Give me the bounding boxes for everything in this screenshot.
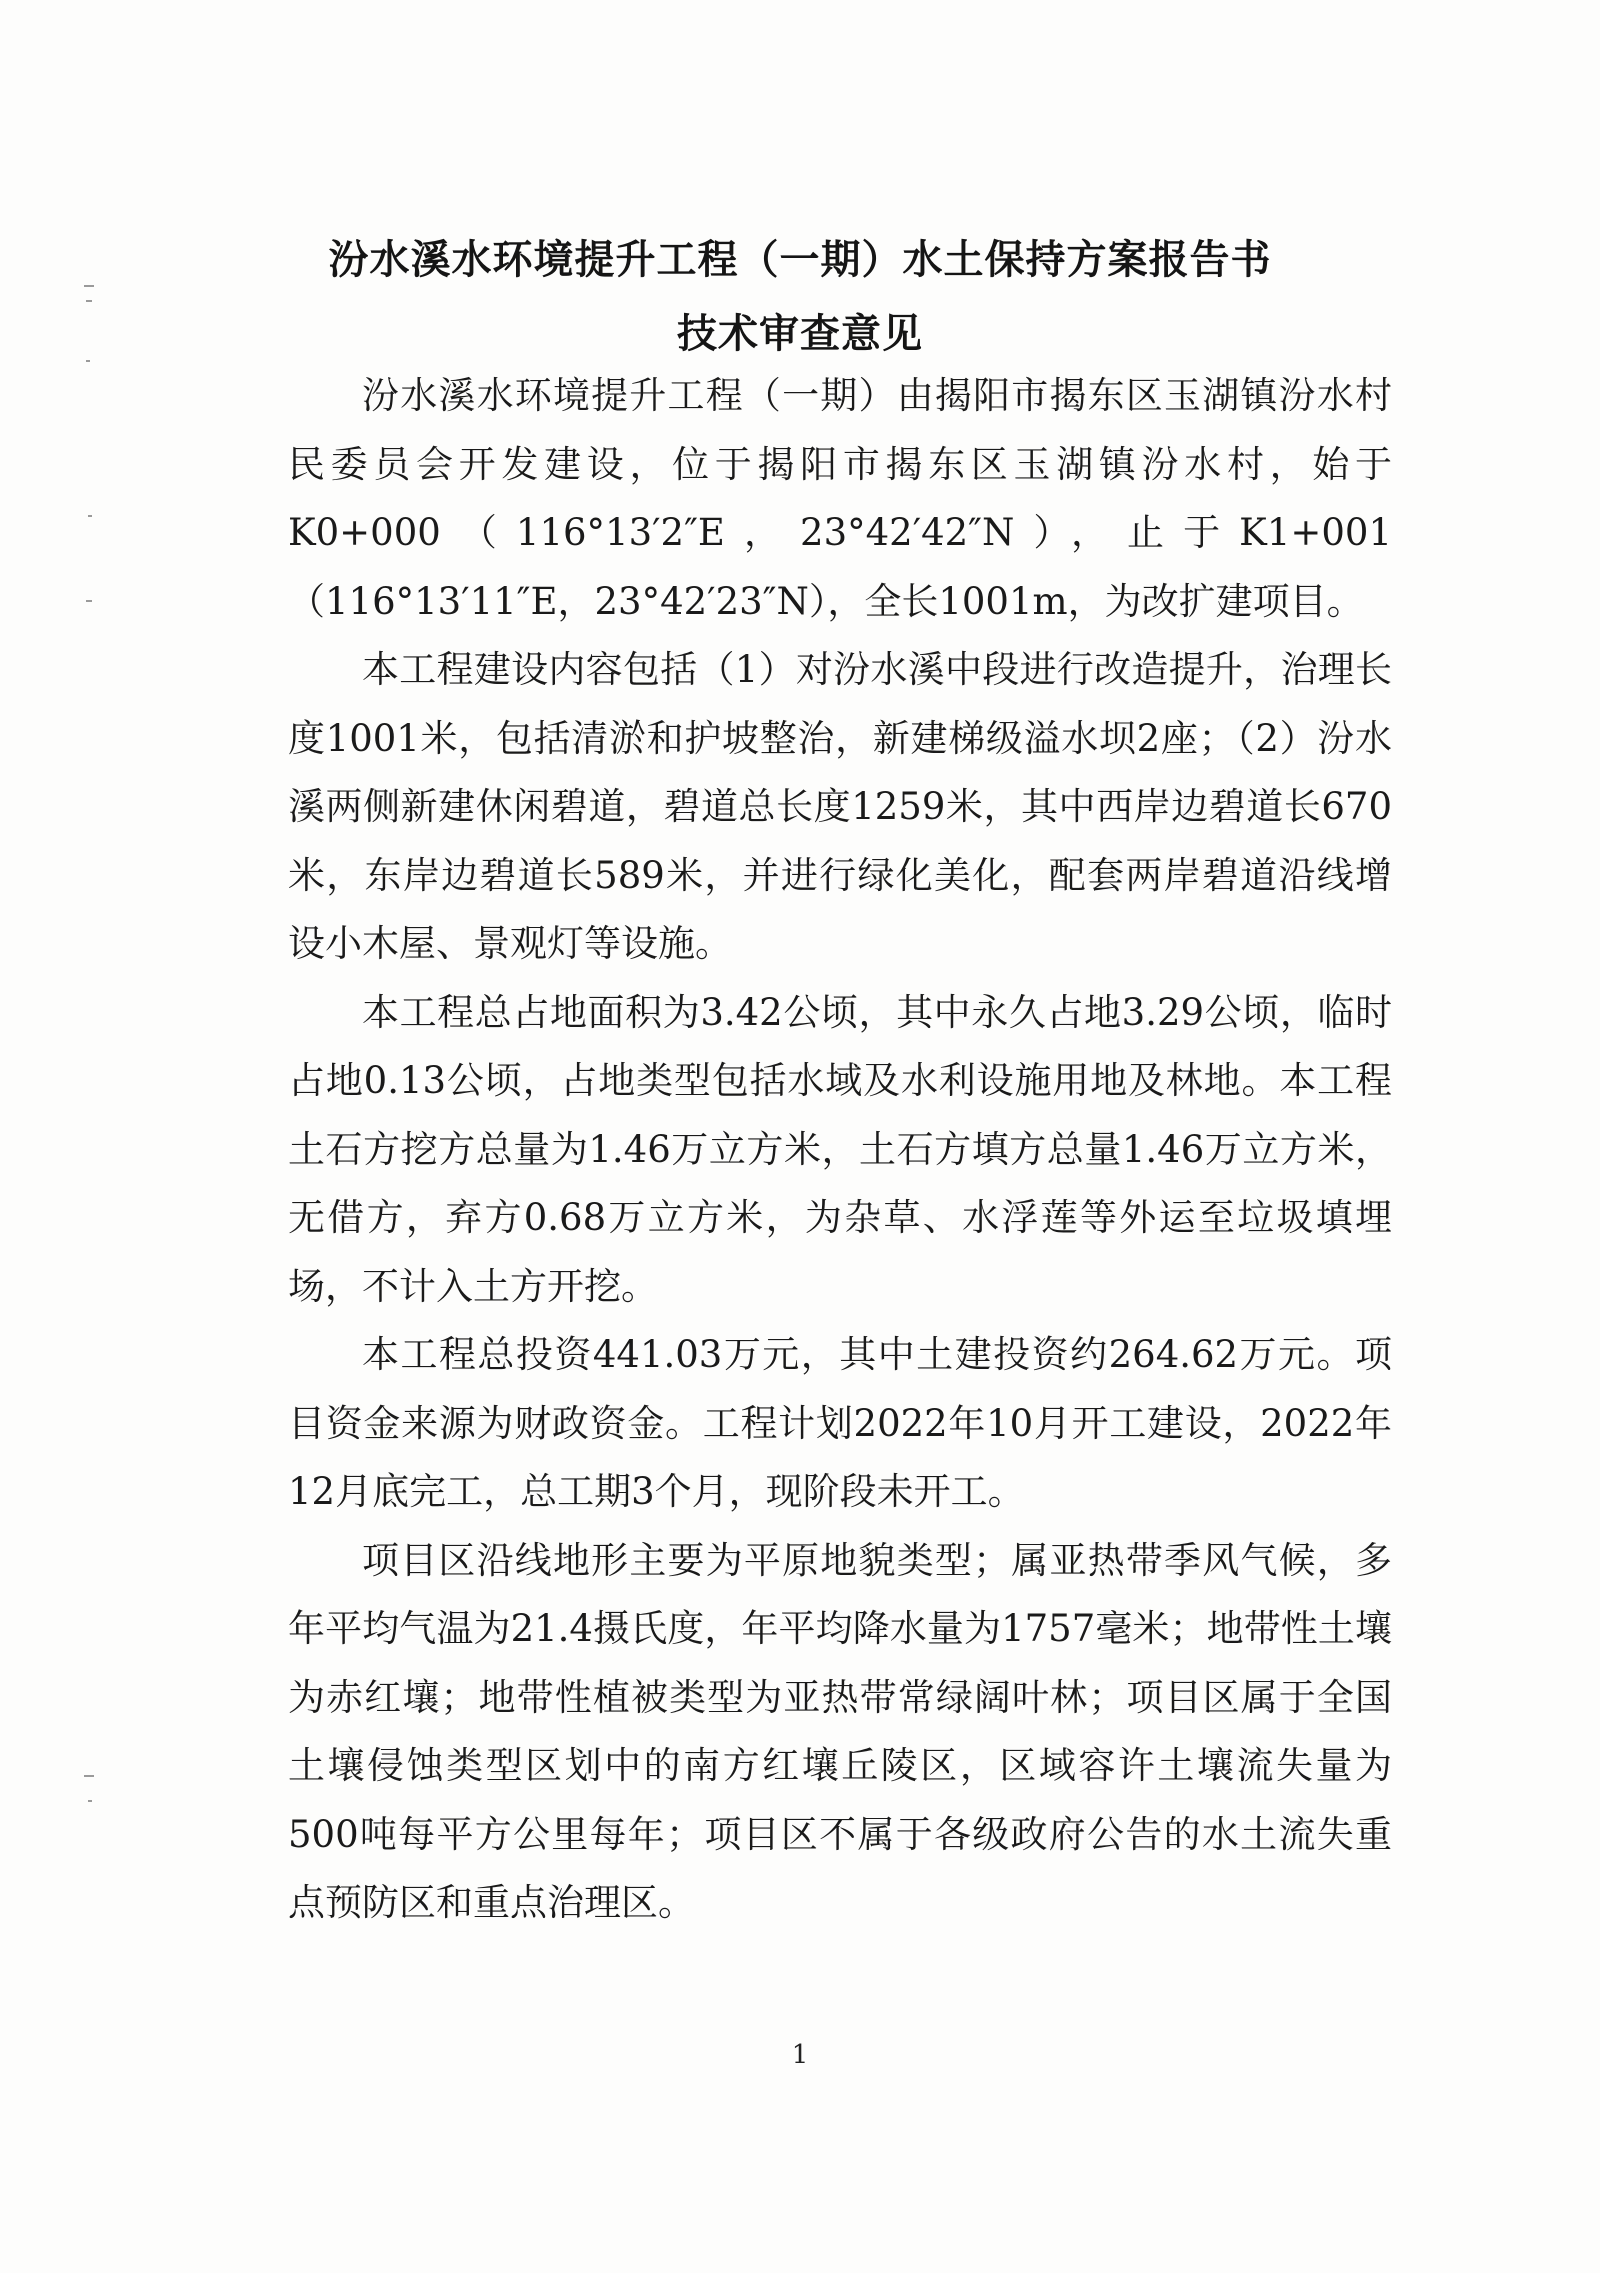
paragraph-natural-conditions: 项目区沿线地形主要为平原地貌类型；属亚热带季风气候，多年平均气温为21.4摄氏度，年平均降水量为1757毫米；地带性土壤为赤红壤；地带性植被类型为亚热带常绿阔叶林；项目区属于全国土壤侵蚀类型区划中的南方红壤丘陵区，区域容许土壤流失量为500吨每平方公里每年；项目区不属于各级政府公告的水土流失重点预防区和重点治理区。	[288, 1538, 1392, 1924]
scan-mark	[88, 1800, 92, 1802]
paragraph-construction-content: 本工程建设内容包括（1）对汾水溪中段进行改造提升，治理长度1001米，包括清淤和护坡整治，新建梯级溢水坝2座；（2）汾水溪两侧新建休闲碧道，碧道总长度1259米，其中西岸边碧道长670米，东岸边碧道长589米，并进行绿化美化，配套两岸碧道沿线增设小木屋、景观灯等设施。	[288, 648, 1392, 965]
document-body	[288, 362, 1392, 1938]
scan-mark	[84, 285, 94, 287]
scan-mark	[88, 515, 92, 517]
page-number: 1	[791, 2040, 809, 2070]
document-title: 汾水溪水环境提升工程（一期）水土保持方案报告书	[328, 237, 1272, 283]
scan-mark	[86, 360, 90, 362]
paragraph-land-and-earthwork: 本工程总占地面积为3.42公顷，其中永久占地3.29公顷，临时占地0.13公顷，占地类型包括水域及水利设施用地及林地。本工程土石方挖方总量为1.46万立方米，土石方填方总量1.46万立方米，无借方，弃方0.68万立方米，为杂草、水浮莲等外运至垃圾填埋场，不计入土方开挖。	[288, 990, 1392, 1308]
scan-mark	[86, 600, 92, 602]
paragraph-investment-schedule: 本工程总投资441.03万元，其中土建投资约264.62万元。项目资金来源为财政资金。工程计划2022年10月开工建设，2022年12月底完工，总工期3个月，现阶段未开工。	[288, 1333, 1392, 1513]
paragraph-project-overview: 汾水溪水环境提升工程（一期）由揭阳市揭东区玉湖镇汾水村民委员会开发建设，位于揭阳市揭东区玉湖镇汾水村，始于K0+000（116°13′2″E，23°42′42″N），止于K1+001（116°13′11″E，23°42′23″N），全长1001m，为改扩建项目。	[288, 374, 1392, 623]
scan-mark	[84, 1775, 94, 1777]
document-subtitle: 技术审查意见	[677, 311, 923, 357]
